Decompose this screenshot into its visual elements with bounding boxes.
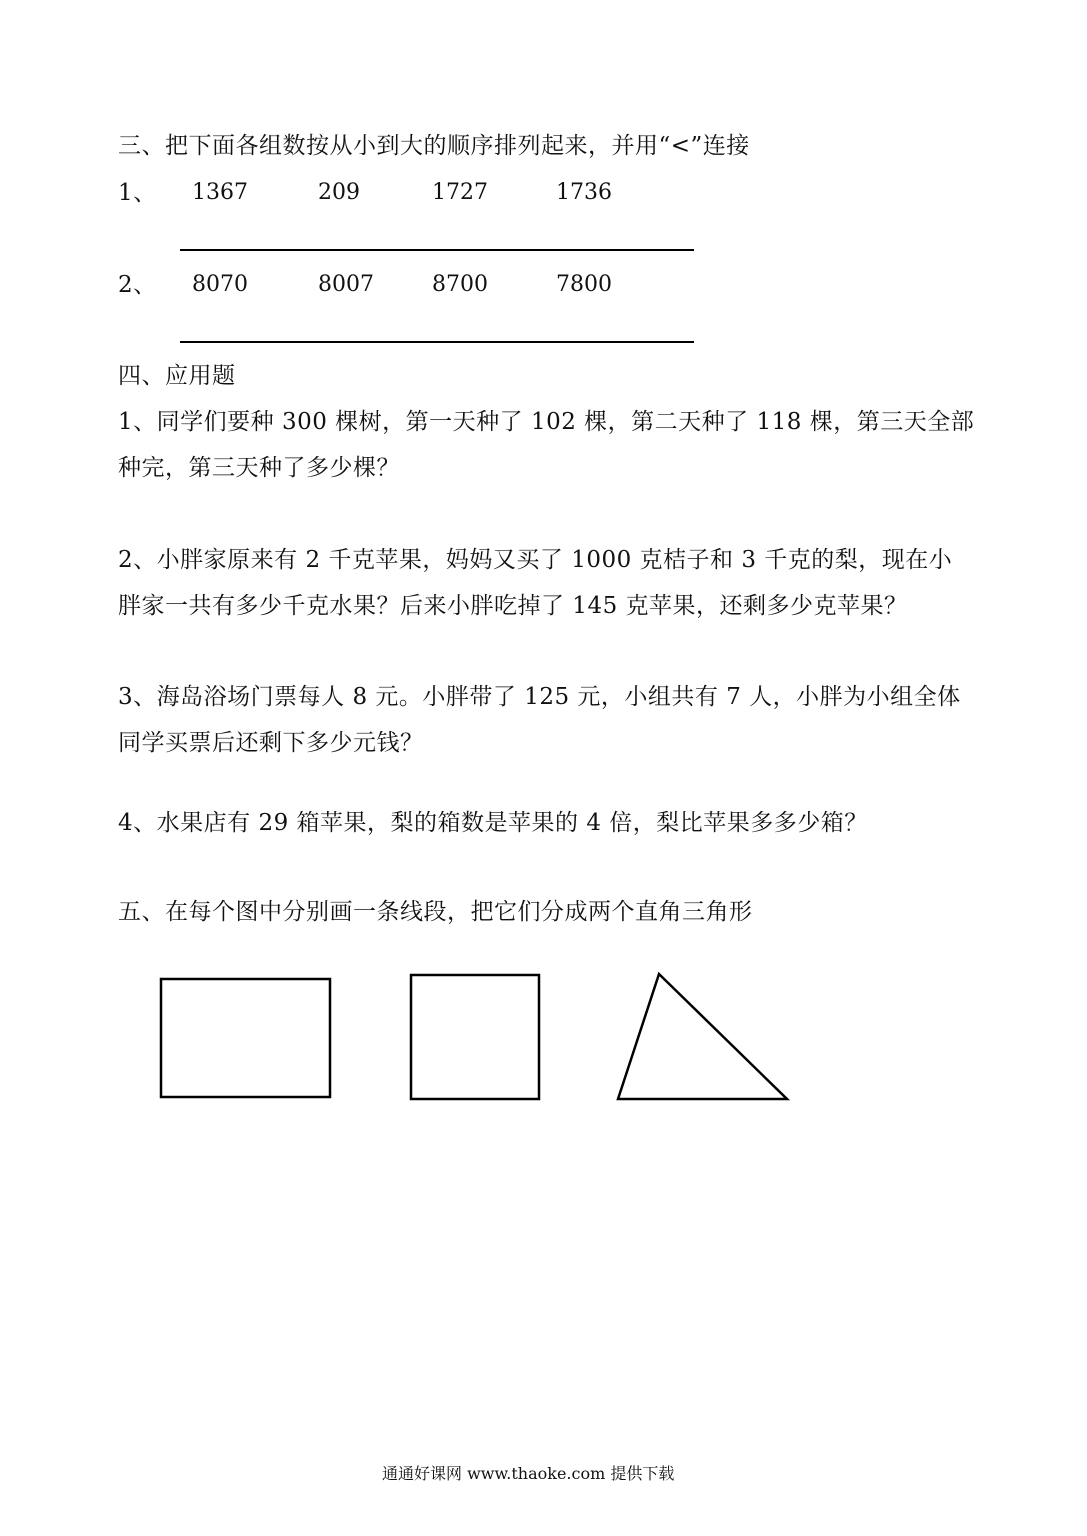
triangle-figure[interactable] xyxy=(618,974,787,1099)
section4-heading: 四、应用题 xyxy=(118,363,236,389)
group1-number-3: 1727 xyxy=(432,180,488,205)
group1-number-4: 1736 xyxy=(556,180,612,205)
group1-number-1: 1367 xyxy=(192,180,248,205)
group2-number-1: 8070 xyxy=(192,272,248,297)
rectangle-figure[interactable] xyxy=(161,979,330,1097)
problem1-line1: 1、同学们要种 300 棵树，第一天种了 102 棵，第二天种了 118 棵，第三天全部 xyxy=(118,409,975,435)
group2-number-4: 7800 xyxy=(556,272,612,297)
problem2-line1: 2、小胖家原来有 2 千克苹果，妈妈又买了 1000 克桔子和 3 千克的梨，现在小 xyxy=(118,547,953,573)
group2-number-2: 8007 xyxy=(318,272,374,297)
problem4-line1: 4、水果店有 29 箱苹果，梨的箱数是苹果的 4 倍，梨比苹果多多少箱？ xyxy=(118,810,868,836)
section5-heading: 五、在每个图中分别画一条线段，把它们分成两个直角三角形 xyxy=(118,899,753,925)
group2-label: 2、 xyxy=(118,272,157,298)
section3-heading: 三、把下面各组数按从小到大的顺序排列起来，并用“<”连接 xyxy=(118,133,750,159)
group1-number-2: 209 xyxy=(318,180,360,205)
group1-label: 1、 xyxy=(118,180,157,206)
problem3-line1: 3、海岛浴场门票每人 8 元。小胖带了 125 元，小组共有 7 人，小胖为小组全体 xyxy=(118,684,961,710)
problem2-line2: 胖家一共有多少千克水果？后来小胖吃掉了 145 克苹果，还剩多少克苹果？ xyxy=(118,593,908,619)
footer-text: 通通好课网 www.thaoke.com 提供下载 xyxy=(382,1464,675,1483)
square-figure[interactable] xyxy=(411,975,539,1099)
problem3-line2: 同学买票后还剩下多少元钱？ xyxy=(118,730,424,756)
problem1-line2: 种完，第三天种了多少棵？ xyxy=(118,455,400,481)
group2-number-3: 8700 xyxy=(432,272,488,297)
